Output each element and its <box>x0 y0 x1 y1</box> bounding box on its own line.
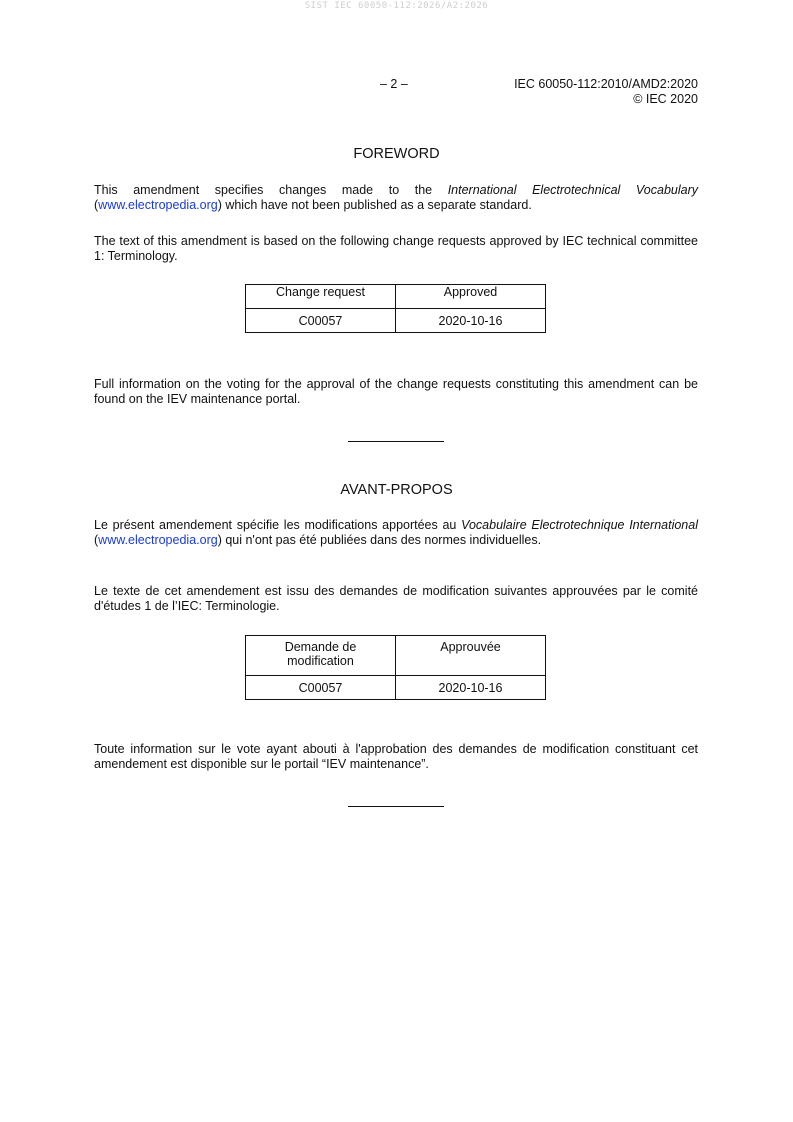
foreword-paragraph-3: Full information on the voting for the approval of the change requests constituting this amendment can be found on the IEV maintenance portal. <box>94 377 698 406</box>
table-header-row <box>246 285 546 309</box>
section-divider-end <box>348 806 444 807</box>
document-reference <box>514 77 698 106</box>
table-header-demande: Demande de modification <box>246 636 396 676</box>
section-divider <box>348 441 444 442</box>
document-id: IEC 60050-112:2010/AMD2:2020 <box>514 77 698 91</box>
electropedia-link[interactable]: www.electropedia.org <box>98 197 218 212</box>
foreword-paragraph-2: The text of this amendment is based on the following change requests approved by IEC technical committee 1: Terminology. <box>94 234 698 263</box>
table-row <box>246 309 546 333</box>
avant-propos-p1-text-end: ) qui n'ont pas été publiées dans des normes individuelles. <box>217 532 542 547</box>
change-request-table <box>245 284 546 333</box>
demande-modification-table <box>245 635 546 700</box>
table-cell-approuvee-date: 2020-10-16 <box>396 676 546 700</box>
page-number: – 2 – <box>380 77 408 91</box>
foreword-p1-italic: International Electrotechnical Vocabulary <box>447 183 698 197</box>
avant-propos-paragraph-1 <box>94 518 698 547</box>
watermark: SIST IEC 60050-112:2026/A2:2026 <box>304 1 489 11</box>
copyright-notice: © IEC 2020 <box>633 91 698 106</box>
foreword-p1-open: ( <box>94 197 99 212</box>
foreword-p1-text: This amendment specifies changes made to the <box>94 183 448 197</box>
table-cell-approved-date: 2020-10-16 <box>396 309 546 333</box>
table-header-row <box>246 636 546 676</box>
avant-propos-title: AVANT-PROPOS <box>340 482 453 498</box>
avant-propos-paragraph-3: Toute information sur le vote ayant abouti à l'approbation des demandes de modification constituant cet amendement est disponible sur le portail “IEV maintenance”. <box>94 742 698 771</box>
table-header-approuvee: Approuvée <box>396 636 546 676</box>
avant-propos-p1-italic: Vocabulaire Electrotechnique International <box>461 518 698 532</box>
table-cell-change-request: C00057 <box>246 309 396 333</box>
table-row <box>246 676 546 700</box>
avant-propos-p1-open: ( <box>94 532 99 547</box>
table-header-approved: Approved <box>396 285 546 309</box>
table-cell-demande: C00057 <box>246 676 396 700</box>
electropedia-link-fr[interactable]: www.electropedia.org <box>98 532 218 547</box>
foreword-paragraph-1 <box>94 183 698 212</box>
foreword-title: FOREWORD <box>353 146 440 162</box>
foreword-p1-text-end: ) which have not been published as a separate standard. <box>217 197 532 212</box>
avant-propos-paragraph-2: Le texte de cet amendement est issu des demandes de modification suivantes approuvées par le comité d'études 1 de l’IEC: Terminologie. <box>94 584 698 613</box>
table-header-change-request: Change request <box>246 285 396 309</box>
avant-propos-p1-text: Le présent amendement spécifie les modifications apportées au <box>94 518 462 532</box>
